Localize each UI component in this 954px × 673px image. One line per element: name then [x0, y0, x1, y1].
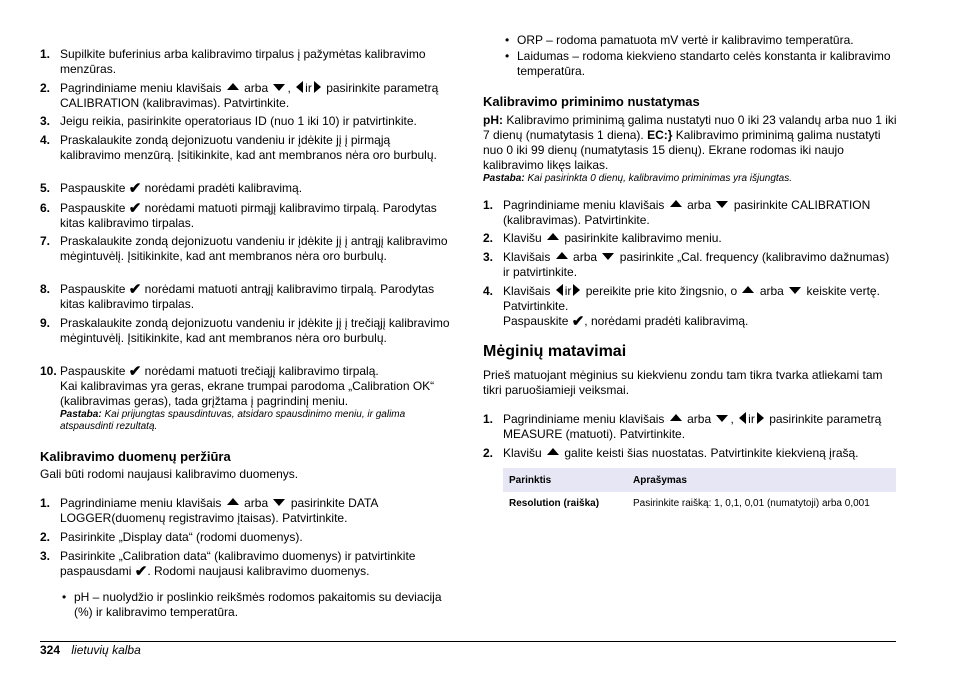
down-arrow-icon — [716, 415, 728, 422]
section-heading-reminder: Kalibravimo priminimo nustatymas — [483, 94, 700, 109]
up-arrow-icon — [547, 448, 559, 455]
checkmark-icon: ✔ — [128, 199, 142, 217]
checkmark-icon: ✔ — [128, 362, 142, 380]
footer-language: lietuvių kalba — [71, 643, 141, 657]
up-arrow-icon — [670, 414, 682, 421]
up-arrow-icon — [670, 200, 682, 207]
right-arrow-icon — [573, 284, 580, 296]
down-arrow-icon — [789, 287, 801, 294]
up-arrow-icon — [227, 498, 239, 505]
page-footer — [40, 643, 141, 657]
up-arrow-icon — [742, 286, 754, 293]
table-cell-option: Resolution (raiška) — [509, 498, 600, 509]
checkmark-icon: ✔ — [134, 562, 148, 580]
table-header-option: Parinktis — [503, 468, 627, 492]
right-arrow-icon — [757, 412, 764, 424]
checkmark-icon: ✔ — [571, 312, 585, 330]
down-arrow-icon — [602, 253, 614, 260]
checkmark-icon: ✔ — [128, 179, 142, 197]
right-arrow-icon — [314, 81, 321, 93]
note: Pastaba: Kai prijungtas spausdintuvas, atsidaro spausdinimo meniu, ir galima atspausdinti rezultatą. — [60, 409, 406, 432]
table-header-row — [503, 468, 896, 492]
note: Pastaba: Kai pasirinkta 0 dienų, kalibravimo priminimas yra išjungtas. — [483, 173, 793, 184]
checkmark-icon: ✔ — [128, 280, 142, 298]
measure-intro: Prieš matuojant mėginius su kiekvienu zondu tam tikra tvarka atliekami tam tikri paruošiamieji veiksmai. — [483, 368, 883, 397]
table-cell-description: Pasirinkite raišką: 1, 0,1, 0,01 (numatytoji) arba 0,001 — [633, 498, 870, 509]
section-heading-measure: Mėginių matavimai — [483, 343, 627, 360]
table-row — [503, 492, 896, 515]
section-heading-review: Kalibravimo duomenų peržiūra — [40, 449, 231, 464]
left-arrow-icon — [296, 81, 303, 93]
down-arrow-icon — [273, 84, 285, 91]
parameters-table — [503, 468, 896, 515]
page-number: 324 — [40, 643, 61, 657]
review-intro: Gali būti rodomi naujausi kalibravimo duomenys. — [40, 467, 299, 481]
left-arrow-icon — [556, 284, 563, 296]
left-arrow-icon — [739, 412, 746, 424]
down-arrow-icon — [716, 201, 728, 208]
down-arrow-icon — [273, 499, 285, 506]
footer-divider — [40, 641, 896, 642]
up-arrow-icon — [556, 252, 568, 259]
reminder-text: pH: Kalibravimo priminimą galima nustatyti nuo 0 iki 23 valandų arba nuo 1 iki 7 dienų (numatytasis 1 diena). EC:} Kalibravimo priminimą galima nustatyti nuo 0 iki 99 dienų (numatytasis 15 dienų). Ekrane rodomas iki naujo kalibravimo likęs laikas. Pastaba: Kai pasirinkta 0 dienų, kalibravimo priminimas yra išjungtas. — [483, 113, 897, 184]
up-arrow-icon — [547, 233, 559, 240]
table-header-description: Aprašymas — [627, 468, 896, 492]
up-arrow-icon — [227, 83, 239, 90]
